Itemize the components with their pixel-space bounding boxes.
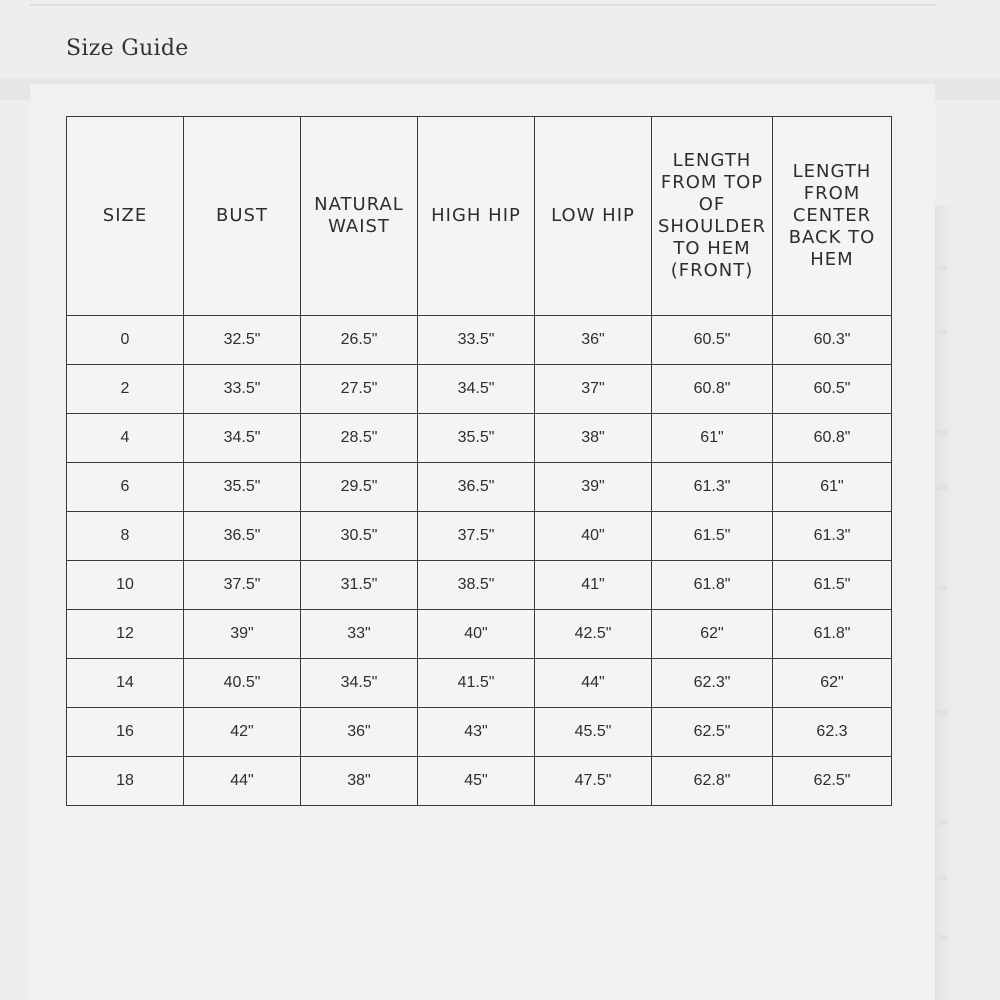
side-mark (937, 485, 947, 490)
cell-natural-waist: 36" (301, 708, 418, 757)
cell-high-hip: 37.5" (418, 512, 535, 561)
cell-length-back: 61.8" (773, 610, 892, 659)
header-length-front: LENGTH FROM TOP OF SHOULDER TO HEM (FRONT) (652, 117, 773, 316)
cell-high-hip: 45" (418, 757, 535, 806)
cell-natural-waist: 29.5" (301, 463, 418, 512)
header-length-back: LENGTH FROM CENTER BACK TO HEM (773, 117, 892, 316)
cell-bust: 39" (184, 610, 301, 659)
cell-low-hip: 37" (535, 365, 652, 414)
cell-length-front: 62" (652, 610, 773, 659)
cell-bust: 34.5" (184, 414, 301, 463)
table-row (67, 659, 892, 708)
cell-natural-waist: 31.5" (301, 561, 418, 610)
cell-bust: 36.5" (184, 512, 301, 561)
cell-length-back: 61" (773, 463, 892, 512)
cell-size: 8 (67, 512, 184, 561)
cell-size: 4 (67, 414, 184, 463)
cell-size: 0 (67, 316, 184, 365)
cell-low-hip: 39" (535, 463, 652, 512)
cell-natural-waist: 28.5" (301, 414, 418, 463)
side-mark (937, 820, 947, 825)
cell-bust: 32.5" (184, 316, 301, 365)
cell-length-front: 60.8" (652, 365, 773, 414)
cell-size: 10 (67, 561, 184, 610)
cell-natural-waist: 34.5" (301, 659, 418, 708)
cell-high-hip: 33.5" (418, 316, 535, 365)
cell-length-back: 61.3" (773, 512, 892, 561)
cell-size: 12 (67, 610, 184, 659)
table-header-row (67, 117, 892, 316)
cell-low-hip: 40" (535, 512, 652, 561)
cell-high-hip: 35.5" (418, 414, 535, 463)
cell-high-hip: 38.5" (418, 561, 535, 610)
header-bust: BUST (184, 117, 301, 316)
cell-length-front: 62.5" (652, 708, 773, 757)
cell-low-hip: 41" (535, 561, 652, 610)
cell-length-back: 62" (773, 659, 892, 708)
cell-length-back: 60.3" (773, 316, 892, 365)
cell-natural-waist: 27.5" (301, 365, 418, 414)
header-size: SIZE (67, 117, 184, 316)
cell-natural-waist: 30.5" (301, 512, 418, 561)
cell-low-hip: 42.5" (535, 610, 652, 659)
cell-length-back: 60.5" (773, 365, 892, 414)
header-high-hip: HIGH HIP (418, 117, 535, 316)
top-divider (30, 4, 935, 6)
cell-length-back: 60.8" (773, 414, 892, 463)
cell-length-front: 61.5" (652, 512, 773, 561)
cell-high-hip: 43" (418, 708, 535, 757)
side-mark (937, 265, 947, 270)
side-mark (937, 330, 947, 335)
cell-low-hip: 45.5" (535, 708, 652, 757)
cell-length-front: 61.8" (652, 561, 773, 610)
cell-bust: 40.5" (184, 659, 301, 708)
cell-natural-waist: 38" (301, 757, 418, 806)
cell-size: 6 (67, 463, 184, 512)
cell-high-hip: 34.5" (418, 365, 535, 414)
cell-bust: 44" (184, 757, 301, 806)
table-row (67, 414, 892, 463)
side-mark (937, 935, 947, 940)
side-marks (935, 205, 955, 1000)
cell-high-hip: 36.5" (418, 463, 535, 512)
cell-size: 14 (67, 659, 184, 708)
cell-bust: 42" (184, 708, 301, 757)
table-row (67, 561, 892, 610)
cell-bust: 37.5" (184, 561, 301, 610)
cell-high-hip: 40" (418, 610, 535, 659)
cell-length-front: 61.3" (652, 463, 773, 512)
cell-natural-waist: 26.5" (301, 316, 418, 365)
header-natural-waist: NATURAL WAIST (301, 117, 418, 316)
side-mark (937, 710, 947, 715)
cell-length-front: 62.3" (652, 659, 773, 708)
cell-low-hip: 38" (535, 414, 652, 463)
cell-length-front: 62.8" (652, 757, 773, 806)
cell-size: 18 (67, 757, 184, 806)
table-row (67, 757, 892, 806)
table-row (67, 316, 892, 365)
side-mark (937, 430, 947, 435)
cell-length-front: 60.5" (652, 316, 773, 365)
cell-bust: 35.5" (184, 463, 301, 512)
cell-low-hip: 44" (535, 659, 652, 708)
cell-length-back: 62.5" (773, 757, 892, 806)
table-row (67, 708, 892, 757)
cell-low-hip: 47.5" (535, 757, 652, 806)
cell-size: 16 (67, 708, 184, 757)
page-title: Size Guide (66, 36, 189, 61)
cell-low-hip: 36" (535, 316, 652, 365)
side-mark (937, 585, 947, 590)
cell-size: 2 (67, 365, 184, 414)
table-row (67, 463, 892, 512)
cell-length-back: 62.3 (773, 708, 892, 757)
table-row (67, 365, 892, 414)
size-guide-table (66, 116, 892, 806)
cell-length-back: 61.5" (773, 561, 892, 610)
table-body (67, 316, 892, 806)
cell-length-front: 61" (652, 414, 773, 463)
cell-bust: 33.5" (184, 365, 301, 414)
cell-natural-waist: 33" (301, 610, 418, 659)
cell-high-hip: 41.5" (418, 659, 535, 708)
side-mark (937, 875, 947, 880)
header-low-hip: LOW HIP (535, 117, 652, 316)
table-row (67, 512, 892, 561)
table-row (67, 610, 892, 659)
